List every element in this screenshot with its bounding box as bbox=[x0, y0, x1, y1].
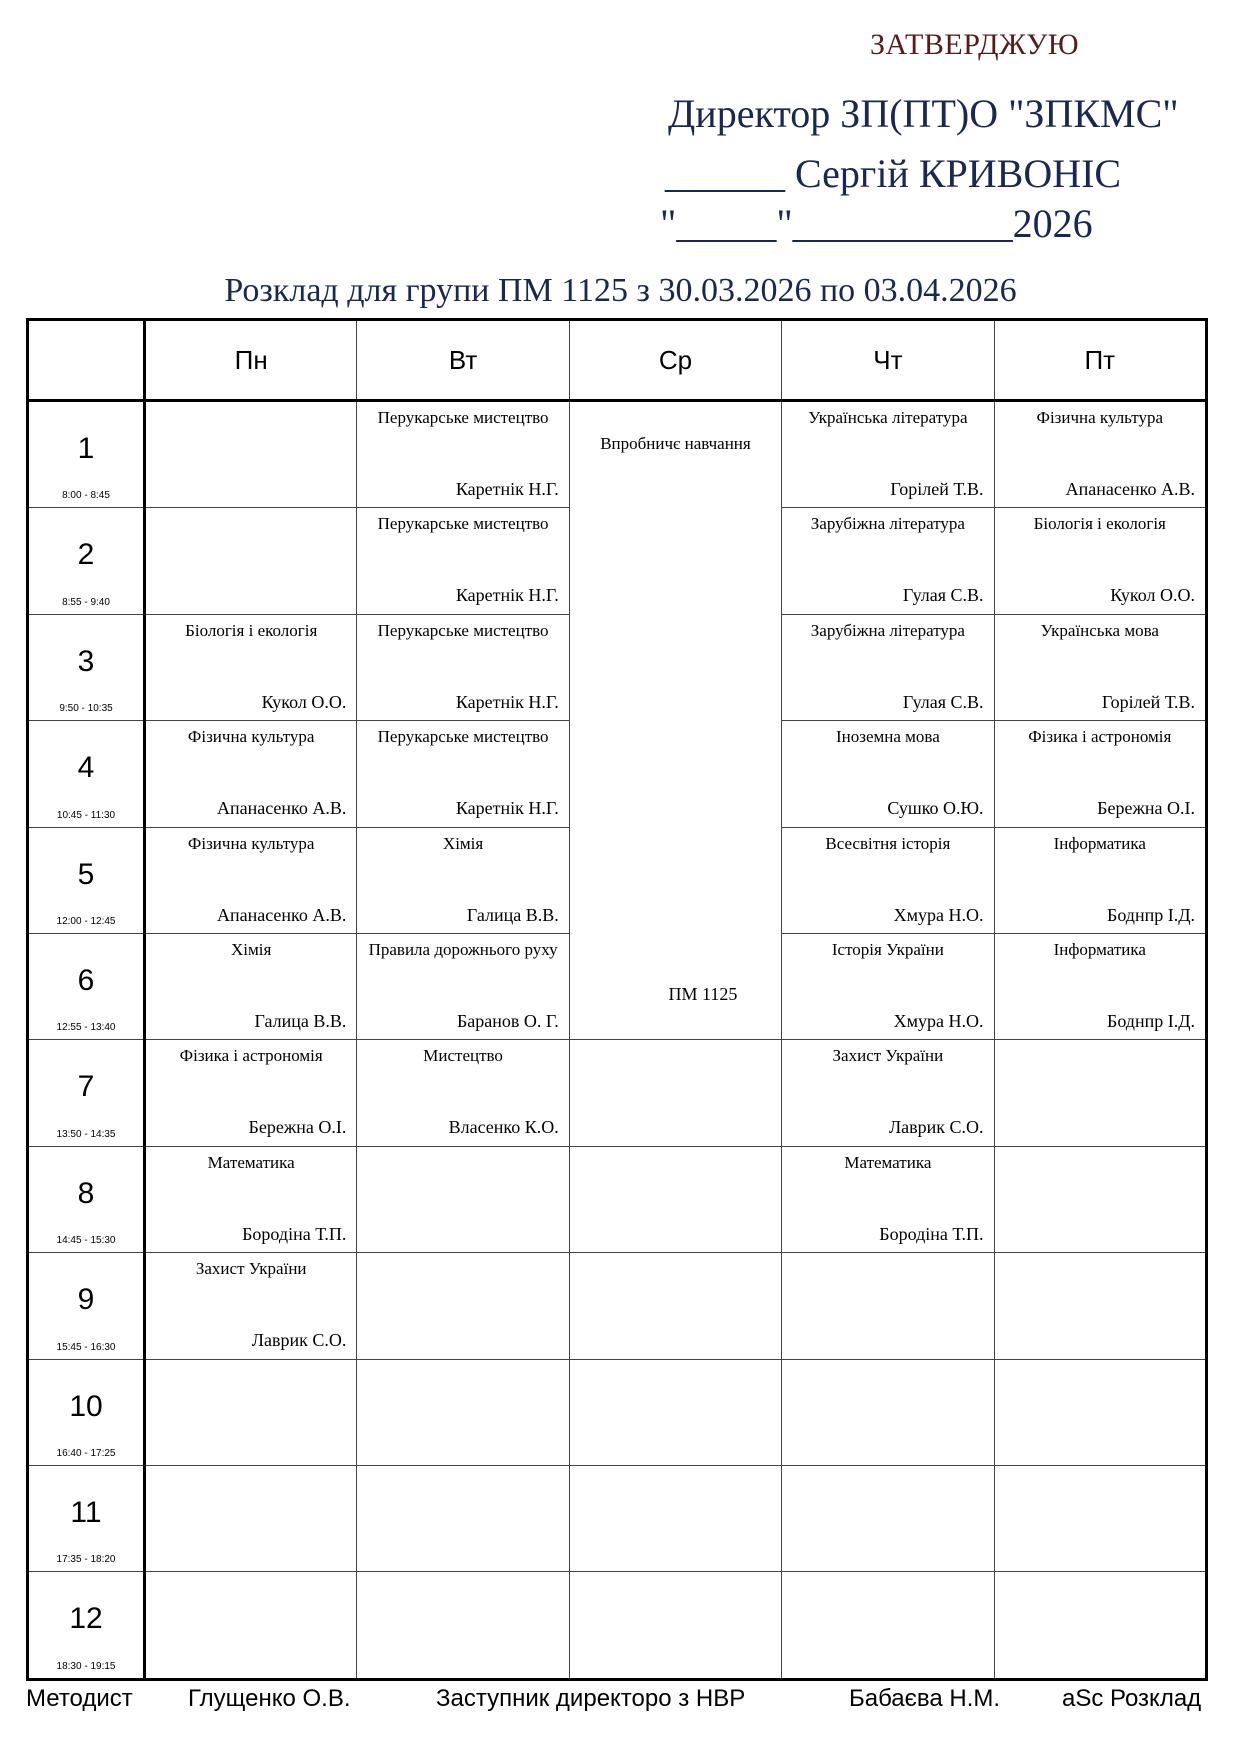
lesson-teacher: Бородіна Т.П. bbox=[242, 1223, 347, 1244]
lesson-cell-thu bbox=[782, 1359, 994, 1465]
lesson-cell-tue bbox=[357, 614, 569, 720]
lesson-subject: Хімія bbox=[231, 940, 272, 960]
period-row bbox=[28, 1572, 1207, 1680]
lesson-cell-wed bbox=[569, 1146, 781, 1252]
lesson-cell-tue bbox=[357, 1359, 569, 1465]
lesson-cell-mon bbox=[145, 827, 357, 933]
lesson-subject: Інформатика bbox=[1053, 940, 1146, 960]
lesson-subject: Інформатика bbox=[1053, 833, 1146, 853]
lesson-cell-tue bbox=[357, 827, 569, 933]
lesson-subject: Фізична культура bbox=[1036, 408, 1164, 427]
deputy-label: Заступник директоро з НВР bbox=[436, 1685, 746, 1712]
lesson-cell-fri bbox=[994, 614, 1206, 720]
lesson-cell-tue bbox=[357, 934, 569, 1040]
lesson-cell-thu bbox=[782, 1040, 994, 1146]
lesson-subject: Історія України bbox=[831, 940, 944, 960]
period-number: 8 bbox=[77, 1176, 95, 1210]
director-line: Директор ЗП(ПТ)О "ЗПКМС" bbox=[668, 91, 1179, 136]
period-time: 18:30 - 19:15 bbox=[56, 1661, 116, 1672]
lesson-cell-wed bbox=[569, 1253, 781, 1359]
lesson-cell-fri bbox=[994, 1572, 1206, 1680]
lesson-subject: Хімія bbox=[442, 833, 484, 853]
period-row bbox=[28, 1253, 1207, 1359]
approve-label: ЗАТВЕРДЖУЮ bbox=[870, 28, 1080, 61]
lesson-cell-thu bbox=[782, 1253, 994, 1359]
lesson-subject: Перукарське мистецтво bbox=[377, 620, 549, 640]
lesson-cell-tue bbox=[357, 1040, 569, 1146]
page-title: Розклад для групи ПМ 1125 з 30.03.2026 по 03.04.2026 bbox=[224, 272, 1017, 309]
lesson-subject: Фізична культура bbox=[187, 833, 315, 853]
lesson-teacher: Галица В.В. bbox=[254, 1011, 347, 1032]
period-number: 10 bbox=[69, 1389, 103, 1423]
period-time: 12:55 - 13:40 bbox=[56, 1022, 116, 1034]
lesson-cell-tue bbox=[357, 1253, 569, 1359]
lesson-subject: Фізична культура bbox=[187, 727, 315, 747]
lesson-teacher: Хмура Н.О. bbox=[893, 904, 984, 925]
lesson-teacher: Бережна О.І. bbox=[1097, 798, 1195, 819]
lesson-subject: Впробничє навчання bbox=[600, 434, 751, 453]
lesson-teacher: Кукол О.О. bbox=[261, 691, 347, 712]
footer bbox=[0, 1685, 1241, 1721]
day-header-fri: Пт bbox=[994, 320, 1206, 401]
lesson-cell-tue bbox=[357, 1146, 569, 1252]
methodist-label: Методист bbox=[26, 1685, 133, 1712]
period-time: 16:40 - 17:25 bbox=[56, 1448, 116, 1460]
period-cell bbox=[28, 827, 145, 933]
period-row bbox=[28, 401, 1207, 508]
period-number: 6 bbox=[77, 964, 95, 998]
period-time: 17:35 - 18:20 bbox=[56, 1554, 116, 1566]
lesson-teacher: Боднпр І.Д. bbox=[1106, 904, 1195, 925]
schedule-table bbox=[26, 318, 1208, 1681]
signature-line: ______ Сергій КРИВОНІС bbox=[665, 151, 1122, 196]
lesson-subject: Перукарське мистецтво bbox=[377, 408, 549, 427]
lesson-teacher: Баранов О. Г. bbox=[456, 1011, 559, 1032]
period-cell bbox=[28, 721, 145, 827]
lesson-cell-thu bbox=[782, 934, 994, 1040]
period-time: 10:45 - 11:30 bbox=[56, 809, 116, 821]
lesson-cell-mon bbox=[145, 401, 357, 508]
lesson-cell-fri bbox=[994, 1253, 1206, 1359]
lesson-cell-tue bbox=[357, 1466, 569, 1572]
day-header-tue: Вт bbox=[357, 320, 569, 401]
period-time: 8:55 - 9:40 bbox=[62, 596, 110, 608]
lesson-cell-fri bbox=[994, 721, 1206, 827]
lesson-cell-wed bbox=[569, 1572, 781, 1680]
lesson-cell-tue bbox=[357, 721, 569, 827]
lesson-cell-fri bbox=[994, 1040, 1206, 1146]
period-time: 14:45 - 15:30 bbox=[56, 1235, 116, 1247]
lesson-subject: Зарубіжна література bbox=[810, 620, 965, 640]
period-cell bbox=[28, 1146, 145, 1252]
lesson-subject: Перукарське мистецтво bbox=[377, 514, 549, 534]
period-cell bbox=[28, 934, 145, 1040]
period-row bbox=[28, 1040, 1207, 1146]
lesson-cell-thu bbox=[782, 1572, 994, 1680]
lesson-teacher: Сушко О.Ю. bbox=[887, 798, 984, 819]
date-line: "_____"___________2026 bbox=[660, 201, 1093, 246]
lesson-cell-mon bbox=[145, 1572, 357, 1680]
lesson-subject: Всесвітня історія bbox=[825, 833, 951, 853]
period-row bbox=[28, 1466, 1207, 1572]
lesson-cell-thu bbox=[782, 1466, 994, 1572]
period-time: 13:50 - 14:35 bbox=[56, 1128, 116, 1140]
period-number: 5 bbox=[77, 857, 95, 891]
lesson-teacher: Лаврик С.О. bbox=[888, 1117, 984, 1138]
group-label: ПМ 1125 bbox=[668, 984, 738, 1005]
period-time: 12:00 - 12:45 bbox=[56, 916, 116, 928]
lesson-teacher: Кукол О.О. bbox=[1110, 585, 1195, 606]
lesson-teacher: Власенко К.О. bbox=[448, 1117, 559, 1138]
lesson-cell-mon bbox=[145, 1253, 357, 1359]
period-cell bbox=[28, 1466, 145, 1572]
lesson-cell-thu bbox=[782, 508, 994, 614]
lesson-cell-wed bbox=[569, 1359, 781, 1465]
header-row bbox=[28, 320, 1207, 401]
lesson-cell-fri bbox=[994, 827, 1206, 933]
lesson-teacher: Гулая С.В. bbox=[902, 585, 984, 606]
lesson-teacher: Апанасенко А.В. bbox=[216, 798, 347, 819]
lesson-cell-mon bbox=[145, 1359, 357, 1465]
lesson-cell-fri bbox=[994, 1359, 1206, 1465]
lesson-subject: Зарубіжна література bbox=[810, 514, 965, 534]
period-time: 15:45 - 16:30 bbox=[56, 1341, 116, 1353]
day-header-mon: Пн bbox=[145, 320, 357, 401]
lesson-cell-mon bbox=[145, 614, 357, 720]
lesson-teacher: Горілей Т.В. bbox=[1101, 691, 1195, 712]
lesson-cell-wed-block bbox=[569, 401, 781, 1040]
period-time: 8:00 - 8:45 bbox=[62, 490, 110, 502]
lesson-subject: Мистецтво bbox=[423, 1046, 503, 1066]
lesson-cell-mon bbox=[145, 721, 357, 827]
lesson-subject: Українська мова bbox=[1040, 620, 1159, 640]
deputy-name: Бабаєва Н.М. bbox=[849, 1685, 1001, 1712]
lesson-cell-thu bbox=[782, 1146, 994, 1252]
period-cell bbox=[28, 508, 145, 614]
lesson-teacher: Апанасенко А.В. bbox=[216, 904, 347, 925]
lesson-cell-mon bbox=[145, 1146, 357, 1252]
corner-cell bbox=[28, 320, 145, 401]
period-cell bbox=[28, 1040, 145, 1146]
lesson-cell-mon bbox=[145, 934, 357, 1040]
lesson-cell-thu bbox=[782, 721, 994, 827]
lesson-teacher: Гулая С.В. bbox=[902, 691, 984, 712]
lesson-cell-fri bbox=[994, 401, 1206, 508]
lesson-subject: Іноземна мова bbox=[835, 727, 940, 747]
period-number: 4 bbox=[77, 751, 95, 785]
period-number: 2 bbox=[77, 538, 95, 572]
lesson-cell-wed bbox=[569, 1040, 781, 1146]
lesson-teacher: Горілей Т.В. bbox=[890, 479, 984, 499]
lesson-cell-tue bbox=[357, 401, 569, 508]
lesson-teacher: Апанасенко А.В. bbox=[1065, 479, 1195, 499]
period-number: 12 bbox=[69, 1602, 103, 1636]
period-cell bbox=[28, 1253, 145, 1359]
lesson-subject: Біологія і екологія bbox=[185, 620, 318, 640]
software-label: aSc Розклад bbox=[1062, 1685, 1202, 1712]
lesson-cell-tue bbox=[357, 1572, 569, 1680]
lesson-subject: Математика bbox=[844, 1152, 932, 1172]
lesson-cell-wed bbox=[569, 1466, 781, 1572]
period-cell bbox=[28, 1572, 145, 1680]
lesson-cell-mon bbox=[145, 1040, 357, 1146]
lesson-cell-mon bbox=[145, 1466, 357, 1572]
period-number: 3 bbox=[77, 644, 95, 678]
lesson-cell-thu bbox=[782, 401, 994, 508]
day-header-thu: Чт bbox=[782, 320, 994, 401]
lesson-subject: Українська література bbox=[808, 408, 968, 427]
period-time: 9:50 - 10:35 bbox=[59, 703, 113, 715]
day-header-wed: Ср bbox=[569, 320, 781, 401]
lesson-subject: Перукарське мистецтво bbox=[377, 727, 549, 747]
lesson-subject: Захист України bbox=[832, 1046, 944, 1066]
period-number: 7 bbox=[77, 1070, 95, 1104]
lesson-subject: Захист України bbox=[195, 1259, 307, 1279]
methodist-name: Глущенко О.В. bbox=[188, 1685, 351, 1712]
period-cell bbox=[28, 1359, 145, 1465]
lesson-teacher: Каретнік Н.Г. bbox=[455, 691, 559, 712]
period-number: 9 bbox=[77, 1283, 95, 1317]
lesson-cell-mon bbox=[145, 508, 357, 614]
lesson-teacher: Каретнік Н.Г. bbox=[455, 798, 559, 819]
lesson-cell-fri bbox=[994, 508, 1206, 614]
lesson-subject: Біологія і екологія bbox=[1033, 514, 1166, 534]
lesson-teacher: Бородіна Т.П. bbox=[879, 1223, 984, 1244]
period-number: 11 bbox=[70, 1496, 102, 1530]
lesson-teacher: Хмура Н.О. bbox=[893, 1011, 984, 1032]
lesson-subject: Правила дорожнього руху bbox=[368, 940, 558, 960]
lesson-teacher: Галица В.В. bbox=[466, 904, 559, 925]
lesson-teacher: Каретнік Н.Г. bbox=[455, 585, 559, 606]
lesson-cell-tue bbox=[357, 508, 569, 614]
lesson-cell-thu bbox=[782, 614, 994, 720]
lesson-teacher: Бережна О.І. bbox=[248, 1117, 347, 1138]
lesson-subject: Фізика і астрономія bbox=[1028, 727, 1172, 747]
lesson-cell-thu bbox=[782, 827, 994, 933]
period-row bbox=[28, 1146, 1207, 1252]
lesson-cell-fri bbox=[994, 1466, 1206, 1572]
period-row bbox=[28, 1359, 1207, 1465]
period-number: 1 bbox=[77, 432, 95, 465]
lesson-teacher: Каретнік Н.Г. bbox=[455, 479, 559, 499]
lesson-teacher: Боднпр І.Д. bbox=[1106, 1011, 1195, 1032]
lesson-cell-fri bbox=[994, 1146, 1206, 1252]
lesson-subject: Математика bbox=[207, 1152, 295, 1172]
lesson-cell-fri bbox=[994, 934, 1206, 1040]
lesson-teacher: Лаврик С.О. bbox=[251, 1330, 347, 1351]
period-cell bbox=[28, 401, 145, 508]
lesson-subject: Фізика і астрономія bbox=[179, 1046, 323, 1066]
period-cell bbox=[28, 614, 145, 720]
